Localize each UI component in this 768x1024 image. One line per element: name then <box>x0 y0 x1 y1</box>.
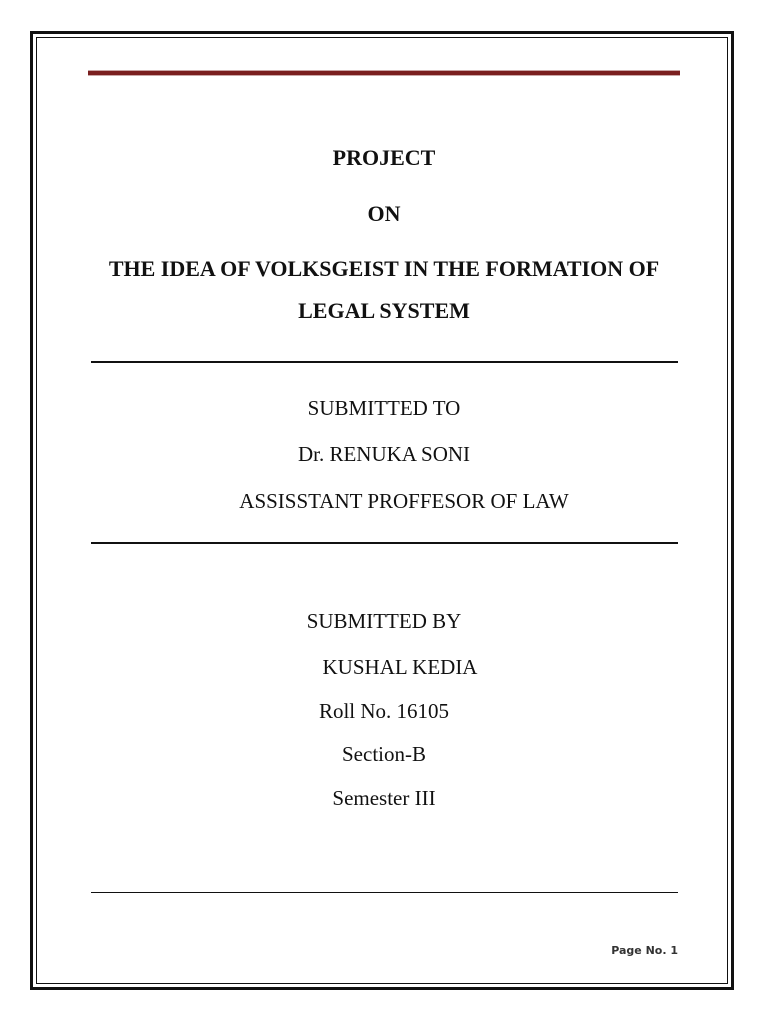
divider-3 <box>91 892 678 893</box>
submitted-to-name: Dr. RENUKA SONI <box>297 442 471 466</box>
project-label: PROJECT <box>332 145 436 170</box>
section-label: Section-B <box>342 742 426 766</box>
title-line-2: LEGAL SYSTEM <box>298 298 470 323</box>
divider-1 <box>91 361 678 363</box>
on-label: ON <box>367 201 401 226</box>
title-line-1: THE IDEA OF VOLKSGEIST IN THE FORMATION OF <box>108 256 660 281</box>
divider-2 <box>91 542 678 544</box>
submitted-by-heading: SUBMITTED BY <box>306 609 462 633</box>
submitted-by-name: KUSHAL KEDIA <box>322 655 478 679</box>
header-decorative-bar <box>88 70 680 76</box>
submitted-to-heading: SUBMITTED TO <box>307 396 461 420</box>
roll-number: Roll No. 16105 <box>318 699 450 723</box>
semester-label: Semester III <box>332 786 436 810</box>
page-number: Page No. 1 <box>611 944 678 957</box>
submitted-to-designation: ASSISSTANT PROFFESOR OF LAW <box>239 489 569 513</box>
